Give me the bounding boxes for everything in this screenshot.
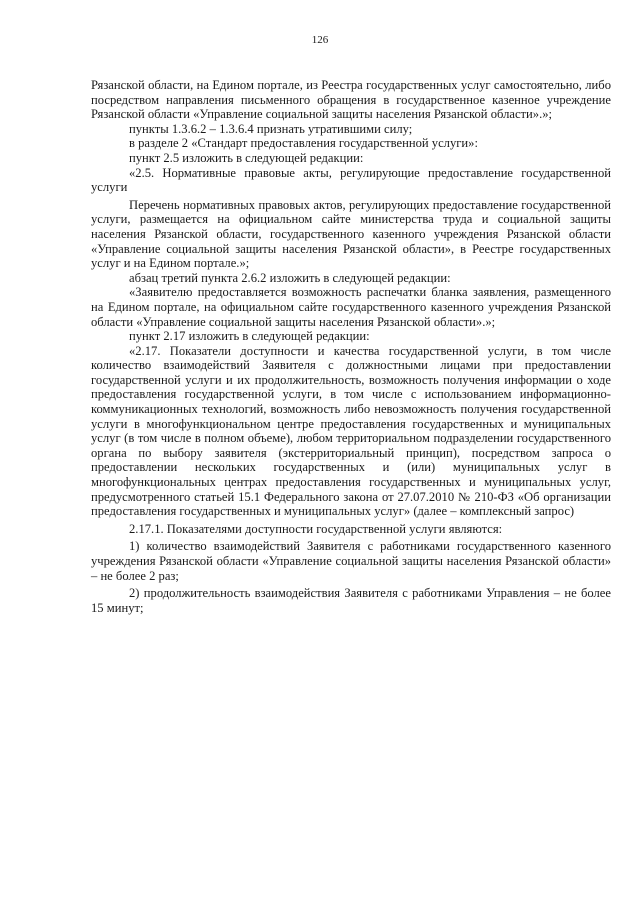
paragraph: «2.17. Показатели доступности и качества государственной услуги, в том числе количество взаимодействий Заявителя с должностными лицами при предоставлении государственной услуги и их продолжительность, возможность получения информации о ходе предоставления государственной услуги, в том числе с использованием информационно-коммуникационных технологий, возможность либо невозможность получения государственной услуги в многофункциональном центре предоставления государственных и муниципальных услуг (в том числе в полном объеме), любом территориальном подразделении государственного органа по выбору заявителя (экстерриториальный принцип), посредством запроса о предоставлении нескольких государственных и (или) муниципальных услуг в многофункциональных центрах предоставления государственных и муниципальных услуг, предусмотренного статьей 15.1 Федерального закона от 27.07.2010 № 210-ФЗ «Об организации предоставления государственных и муниципальных услуг» (далее – комплексный запрос) (91, 343, 611, 519)
paragraph: в разделе 2 «Стандарт предоставления государственной услуги»: (129, 136, 478, 151)
paragraph: 2) продолжительность взаимодействия Заявителя с работниками Управления – не более 15 минут; (91, 586, 611, 615)
paragraph: пункт 2.17 изложить в следующей редакции: (129, 329, 370, 344)
document-body (91, 78, 611, 615)
paragraph: Рязанской области, на Едином портале, из Реестра государственных услуг самостоятельно, либо посредством направления письменного обращения в государственное казенное учреждение Рязанской области «Управление социальной защиты населения Рязанской области».»; (91, 78, 611, 122)
page-number: 126 (311, 34, 329, 46)
paragraph: 2.17.1. Показателями доступности государственной услуги являются: (129, 521, 503, 536)
paragraph: Перечень нормативных правовых актов, регулирующих предоставление государственной услуги, размещается на официальном сайте министерства труда и социальной защиты населения Рязанской области, государственного казенного учреждения Рязанской области «Управление социальной защиты населения Рязанской области», в Реестре государственных услуг и на Едином портале.»; (91, 197, 611, 271)
paragraph: пункт 2.5 изложить в следующей редакции: (129, 150, 364, 165)
paragraph: «2.5. Нормативные правовые акты, регулирующие предоставление государственной услуги (91, 165, 611, 195)
paragraph: абзац третий пункта 2.6.2 изложить в следующей редакции: (129, 270, 451, 285)
paragraph: 1) количество взаимодействий Заявителя с работниками государственного казенного учреждения Рязанской области «Управление социальной защиты населения Рязанской области» – не более 2 раз; (91, 539, 611, 583)
paragraph: пункты 1.3.6.2 – 1.3.6.4 признать утратившими силу; (129, 121, 413, 136)
paragraph: «Заявителю предоставляется возможность распечатки бланка заявления, размещенного на Едином портале, на официальном сайте государственного казенного учреждения Рязанской области «Управление социальной защиты населения Рязанской области».»; (91, 285, 611, 329)
